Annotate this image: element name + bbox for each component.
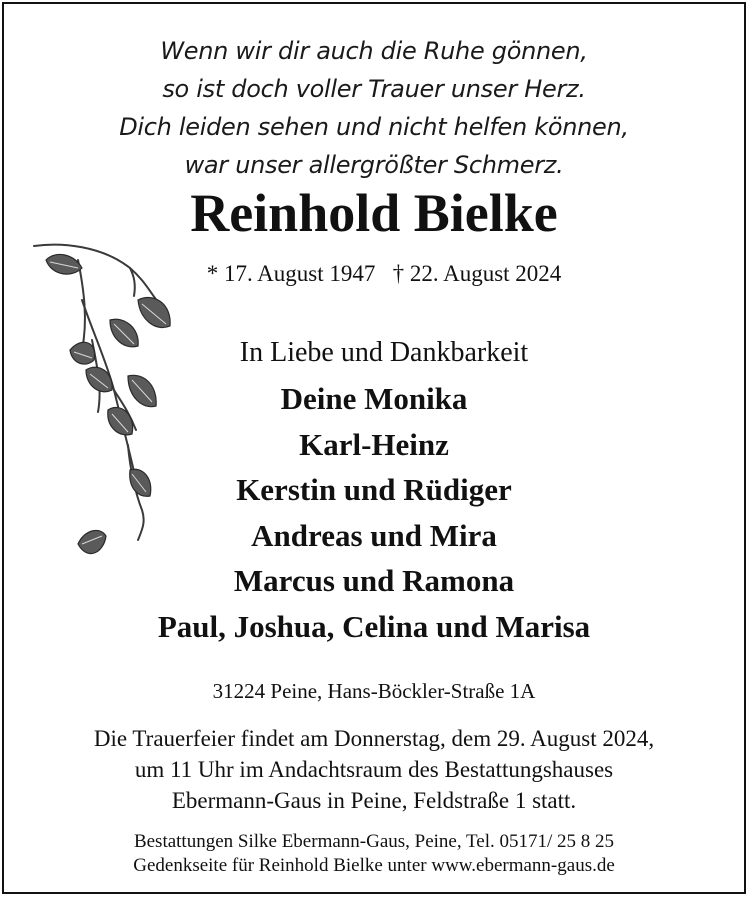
poem-line: so ist doch voller Trauer unser Herz.: [162, 75, 586, 103]
poem: [4, 32, 744, 184]
mourners-list: [4, 376, 744, 649]
service-line: um 11 Uhr im Andachtsraum des Bestattungshauses: [134, 757, 614, 782]
service-line: Die Trauerfeier findet am Donnerstag, dem 29. August 2024,: [93, 726, 655, 751]
mourner-name: Karl-Heinz: [299, 426, 449, 462]
mourner-name: Andreas und Mira: [251, 517, 497, 553]
poem-line: Dich leiden sehen und nicht helfen können,: [119, 113, 629, 141]
funeral-home-footer: [4, 830, 744, 878]
deceased-name: Reinhold Bielke: [190, 183, 558, 243]
service-line: Ebermann-Gaus in Peine, Feldstraße 1 statt.: [171, 788, 577, 813]
life-dates: [4, 258, 752, 290]
poem-line: war unser allergrößter Schmerz.: [184, 151, 564, 179]
dedication-intro: In Liebe und Dankbarkeit: [239, 337, 529, 368]
service-details: [4, 723, 744, 816]
mourner-name: Marcus und Ramona: [233, 563, 515, 598]
birth-date: * 17. August 1947: [206, 261, 376, 286]
mourner-name: Paul, Joshua, Celina und Marisa: [157, 608, 591, 644]
mourner-name: Deine Monika: [280, 381, 468, 416]
funeral-home-contact: Bestattungen Silke Ebermann-Gaus, Peine, Tel. 05171/ 25 8 25: [133, 831, 615, 852]
memorial-page-info: Gedenkseite für Reinhold Bielke unter www.ebermann-gaus.de: [133, 855, 615, 876]
mourner-name: Kerstin und Rüdiger: [236, 472, 512, 507]
poem-line: Wenn wir dir auch die Ruhe gönnen,: [160, 37, 588, 65]
family-address: 31224 Peine, Hans-Böckler-Straße 1A: [212, 679, 536, 703]
death-date: † 22. August 2024: [392, 261, 562, 286]
obituary-notice: [2, 2, 746, 894]
